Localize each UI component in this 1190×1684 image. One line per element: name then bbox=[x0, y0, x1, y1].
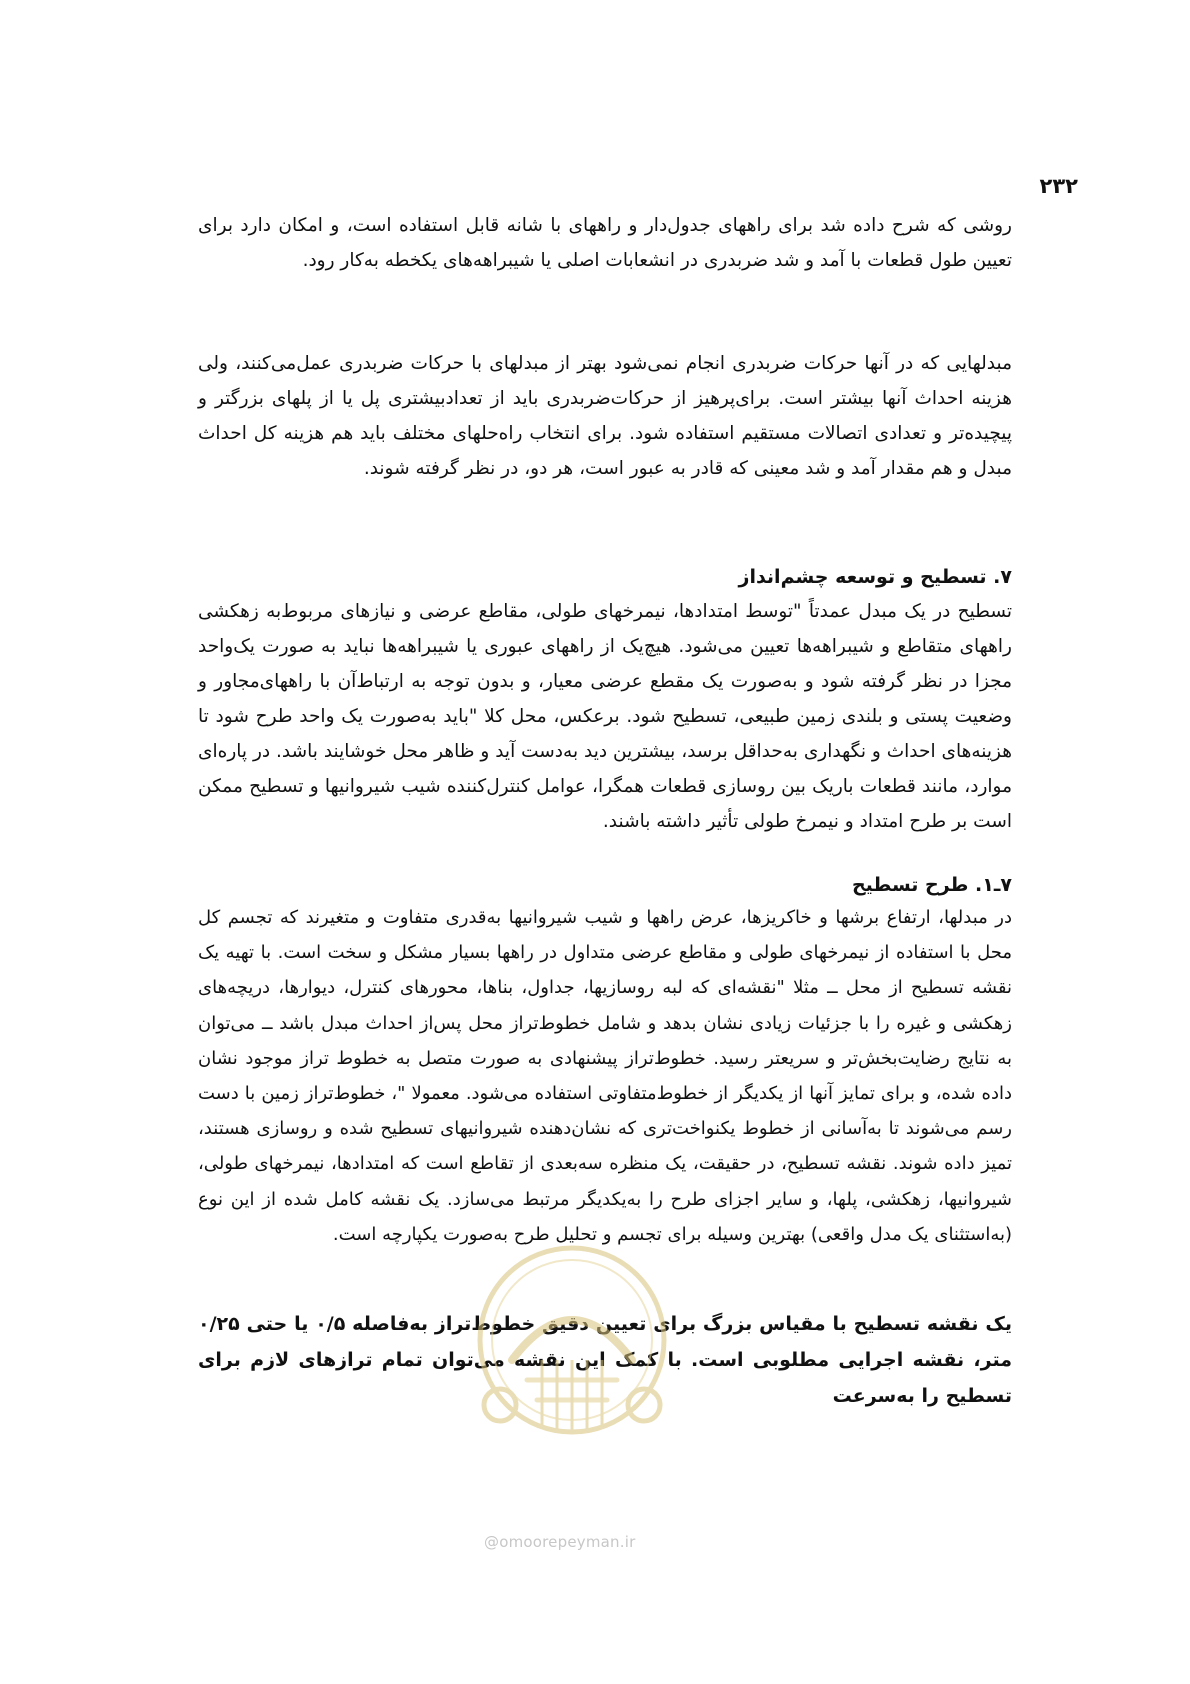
section-heading-7-1: ۷ـ۱. طرح تسطیح bbox=[851, 874, 1012, 896]
paragraph-3-text: تسطیح در یک مبدل عمدتاً "توسط امتدادها، نیمرخهای طولی، مقاطع عرضی و نیازهای مربوط‌به زهکشی راههای متقاطع و شیبراهه‌ها تعیین می‌شود. هیچ‌یک از راههای عبوری یا شیبراهه‌ها نباید به صورت یک‌واحد مجزا در نظر گرفته شود و به‌صورت یک مقطع عرضی معیار، و بدون توجه به ارتباط‌آن با راههای‌مجاور و وضعیت پستی و بلندی زمین طبیعی، تسطیح شود. برعکس، محل کلا "باید به‌صورت یک واحد طرح شود تا هزینه‌های احداث و نگهداری به‌حداقل برسد، بیشترین دید به‌دست آید و ظاهر محل خوشایند باشد. در پاره‌ای موارد، مانند قطعات باریک بین روسازی قطعات همگرا، عوامل کنترل‌کننده شیب شیروانیها و تسطیح ممکن است بر طرح امتداد و نیمرخ طولی تأثیر داشته باشند. bbox=[198, 601, 1012, 832]
paragraph-1 bbox=[198, 208, 1012, 278]
paragraph-4 bbox=[198, 900, 1012, 1252]
paragraph-5 bbox=[198, 1306, 1012, 1414]
paragraph-1-text: روشی که شرح داده شد برای راههای جدول‌دار و راههای با شانه قابل استفاده است، و امکان دارد برای تعیین طول قطعات با آمد و شد ضربدری در انشعابات اصلی یا شیبراهه‌های یکخطه به‌کار رود. bbox=[198, 215, 1012, 271]
page-number: ۲۳۲ bbox=[1039, 174, 1078, 198]
paragraph-2-text: مبدلهایی که در آنها حرکات ضربدری انجام نمی‌شود بهتر از مبدلهای با حرکات ضربدری عمل‌می‌کنند، ولی هزینه احداث آنها بیشتر است. برای‌پرهیز از حرکات‌ضربدری باید از تعدادبیشتری پل یا از پلهای بزرگتر و پیچیده‌تر و تعدادی اتصالات مستقیم استفاده شود. برای انتخاب راه‌حلهای مختلف باید هم هزینه کل احداث مبدل و هم مقدار آمد و شد معینی که قادر به عبور است، هر دو، در نظر گرفته شوند. bbox=[198, 353, 1012, 479]
paragraph-4-text: در مبدلها، ارتفاع برشها و خاکریزها، عرض راهها و شیب شیروانیها به‌قدری متفاوت و متغیرند که تجسم کل محل با استفاده از نیمرخهای طولی و مقاطع عرضی متداول در راهها بسیار مشکل و سخت است. با تهیه یک نقشه تسطیح از محل ــ مثلا "نقشه‌ای که لبه روسازیها، جداول، بناها، محورهای کنترل، دیوارها، دریچه‌های زهکشی و غیره را با جزئیات زیادی نشان بدهد و شامل خطوط‌تراز محل پس‌از احداث مبدل باشد ــ می‌توان به نتایج رضایت‌بخش‌تر و سریعتر رسید. خطوط‌تراز پیشنهادی به صورت متصل به خطوط تراز موجود نشان داده شده، و برای تمایز آنها از یکدیگر از خطوط‌متفاوتی استفاده می‌شود. معمولا "، خطوط‌تراز زمین با دست رسم می‌شوند تا به‌آسانی از خطوط یکنواخت‌تری که نشان‌دهنده شیروانیهای تسطیح شده و روسازی هستند، تمیز داده شوند. نقشه تسطیح، در حقیقت، یک منظره سه‌بعدی از تقاطع است که امتدادها، نیمرخهای طولی، شیروانیها، زهکشی، پلها، و سایر اجزای طرح را به‌یکدیگر مرتبط می‌سازد. یک نقشه کامل شده از این نوع (به‌استثنای یک مدل واقعی) بهترین وسیله برای تجسم و تحلیل طرح به‌صورت یکپارچه است. bbox=[198, 907, 1012, 1245]
watermark-url: @omoorepeyman.ir bbox=[484, 1533, 636, 1551]
section-heading-7: ۷. تسطیح و توسعه چشم‌انداز bbox=[738, 566, 1012, 588]
paragraph-3 bbox=[198, 594, 1012, 839]
paragraph-5-text: یک نقشه تسطیح با مقیاس بزرگ برای تعیین دقیق خطوط‌تراز به‌فاصله ۰/۵ یا حتی ۰/۲۵ متر، نقشه اجرایی مطلوبی است. با کمک این نقشه می‌توان تمام ترازهای لازم برای تسطیح را به‌سرعت bbox=[198, 1313, 1012, 1407]
paragraph-2 bbox=[198, 346, 1012, 486]
